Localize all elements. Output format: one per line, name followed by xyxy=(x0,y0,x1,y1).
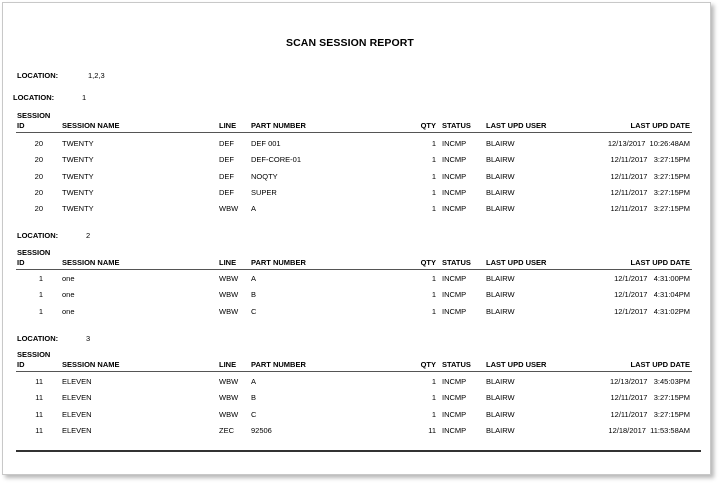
location-label: LOCATION: xyxy=(13,93,55,102)
location-value: 2 xyxy=(86,231,91,240)
cell-session-id: 20 xyxy=(34,172,43,181)
cell-part-number: C xyxy=(251,410,257,419)
cell-part-number: SUPER xyxy=(251,188,277,197)
cell-part-number: A xyxy=(251,204,257,213)
cell-qty: 1 xyxy=(431,393,436,402)
cell-last-upd-date: 12/13/2017 3:45:03PM xyxy=(609,377,690,386)
cell-last-upd-user: BLAIRW xyxy=(486,139,515,148)
cell-line: DEF xyxy=(219,172,234,181)
cell-session-id: 20 xyxy=(34,155,43,164)
cell-line: WBW xyxy=(219,307,239,316)
report-bottom-rule xyxy=(16,450,701,452)
cell-status: INCMP xyxy=(442,274,467,283)
cell-status: INCMP xyxy=(442,204,467,213)
cell-session-name: ELEVEN xyxy=(62,377,92,386)
column-header-session-id-bottom: ID xyxy=(17,258,25,267)
cell-qty: 1 xyxy=(431,307,436,316)
column-header-session-id-bottom: ID xyxy=(17,360,25,369)
cell-part-number: B xyxy=(251,290,257,299)
cell-line: WBW xyxy=(219,204,239,213)
cell-session-name: one xyxy=(62,274,75,283)
cell-line: ZEC xyxy=(219,426,234,435)
cell-qty: 1 xyxy=(431,377,436,386)
cell-line: WBW xyxy=(219,377,239,386)
cell-status: INCMP xyxy=(442,426,467,435)
column-header-session-id-top: SESSION xyxy=(17,111,51,120)
cell-last-upd-date: 12/11/2017 3:27:15PM xyxy=(610,410,690,419)
cell-last-upd-user: BLAIRW xyxy=(486,426,515,435)
cell-part-number: B xyxy=(251,393,257,402)
column-header-qty: QTY xyxy=(420,360,436,369)
cell-part-number: A xyxy=(251,274,257,283)
cell-session-id: 1 xyxy=(38,274,43,283)
cell-session-id: 20 xyxy=(34,188,43,197)
cell-line: WBW xyxy=(219,410,239,419)
column-header-qty: QTY xyxy=(420,258,436,267)
cell-part-number: NOQTY xyxy=(251,172,278,181)
column-header-session-id-bottom: ID xyxy=(17,121,25,130)
cell-qty: 1 xyxy=(431,274,436,283)
cell-session-id: 11 xyxy=(35,410,43,419)
column-header-status: STATUS xyxy=(442,121,471,130)
cell-session-id: 20 xyxy=(34,204,43,213)
cell-session-name: TWENTY xyxy=(62,188,94,197)
cell-last-upd-user: BLAIRW xyxy=(486,204,515,213)
cell-qty: 11 xyxy=(428,426,436,435)
column-header-session-name: SESSION NAME xyxy=(62,121,120,130)
column-header-last-upd-user: LAST UPD USER xyxy=(486,121,547,130)
column-header-status: STATUS xyxy=(442,360,471,369)
column-header-last-upd-user: LAST UPD USER xyxy=(486,360,547,369)
cell-session-id: 1 xyxy=(38,290,43,299)
column-header-session-name: SESSION NAME xyxy=(62,360,120,369)
cell-last-upd-date: 12/11/2017 3:27:15PM xyxy=(610,188,690,197)
cell-qty: 1 xyxy=(431,155,436,164)
cell-session-id: 20 xyxy=(34,139,43,148)
column-header-line: LINE xyxy=(219,121,237,130)
cell-line: WBW xyxy=(219,274,239,283)
cell-qty: 1 xyxy=(431,172,436,181)
column-header-session-id-top: SESSION xyxy=(17,350,51,359)
cell-last-upd-date: 12/11/2017 3:27:15PM xyxy=(610,172,690,181)
cell-qty: 1 xyxy=(431,204,436,213)
cell-session-name: ELEVEN xyxy=(62,410,92,419)
cell-session-id: 11 xyxy=(35,377,43,386)
cell-last-upd-user: BLAIRW xyxy=(486,290,515,299)
cell-last-upd-user: BLAIRW xyxy=(486,410,515,419)
cell-part-number: A xyxy=(251,377,257,386)
cell-last-upd-date: 12/13/2017 10:26:48AM xyxy=(607,139,690,148)
cell-last-upd-user: BLAIRW xyxy=(486,393,515,402)
column-header-part-number: PART NUMBER xyxy=(251,360,306,369)
cell-part-number: 92506 xyxy=(251,426,272,435)
cell-session-name: TWENTY xyxy=(62,204,94,213)
cell-last-upd-user: BLAIRW xyxy=(486,188,515,197)
column-header-status: STATUS xyxy=(442,258,471,267)
cell-line: DEF xyxy=(219,188,234,197)
column-header-session-id-top: SESSION xyxy=(17,248,51,257)
cell-session-id: 11 xyxy=(35,426,43,435)
cell-part-number: DEF-CORE-01 xyxy=(251,155,302,164)
cell-last-upd-user: BLAIRW xyxy=(486,307,515,316)
cell-line: DEF xyxy=(219,139,234,148)
column-header-last-upd-date: LAST UPD DATE xyxy=(630,121,690,130)
cell-status: INCMP xyxy=(442,290,467,299)
cell-status: INCMP xyxy=(442,139,467,148)
cell-status: INCMP xyxy=(442,188,467,197)
cell-part-number: C xyxy=(251,307,257,316)
cell-part-number: DEF 001 xyxy=(251,139,281,148)
cell-session-name: one xyxy=(62,290,75,299)
cell-status: INCMP xyxy=(442,377,467,386)
column-header-line: LINE xyxy=(219,258,237,267)
cell-last-upd-user: BLAIRW xyxy=(486,155,515,164)
location-filter-value: 1,2,3 xyxy=(88,71,105,80)
cell-last-upd-user: BLAIRW xyxy=(486,274,515,283)
cell-last-upd-date: 12/11/2017 3:27:15PM xyxy=(610,204,690,213)
report-title: SCAN SESSION REPORT xyxy=(286,37,414,49)
cell-last-upd-user: BLAIRW xyxy=(486,377,515,386)
cell-qty: 1 xyxy=(431,410,436,419)
cell-last-upd-date: 12/1/2017 4:31:04PM xyxy=(614,290,690,299)
header-rule xyxy=(16,269,692,270)
cell-session-name: TWENTY xyxy=(62,139,94,148)
column-header-last-upd-user: LAST UPD USER xyxy=(486,258,547,267)
cell-session-name: TWENTY xyxy=(62,155,94,164)
header-rule xyxy=(16,132,692,133)
location-label: LOCATION: xyxy=(17,334,59,343)
cell-last-upd-date: 12/1/2017 4:31:02PM xyxy=(614,307,690,316)
column-header-part-number: PART NUMBER xyxy=(251,121,306,130)
cell-last-upd-date: 12/11/2017 3:27:15PM xyxy=(610,393,690,402)
column-header-last-upd-date: LAST UPD DATE xyxy=(630,360,690,369)
location-value: 1 xyxy=(82,93,87,102)
cell-status: INCMP xyxy=(442,172,467,181)
cell-line: WBW xyxy=(219,290,239,299)
cell-qty: 1 xyxy=(431,290,436,299)
cell-last-upd-date: 12/18/2017 11:53:58AM xyxy=(608,426,690,435)
location-filter-label: LOCATION: xyxy=(17,71,59,80)
cell-last-upd-date: 12/1/2017 4:31:00PM xyxy=(614,274,690,283)
cell-last-upd-user: BLAIRW xyxy=(486,172,515,181)
cell-qty: 1 xyxy=(431,139,436,148)
cell-status: INCMP xyxy=(442,307,467,316)
column-header-session-name: SESSION NAME xyxy=(62,258,120,267)
column-header-qty: QTY xyxy=(420,121,436,130)
column-header-last-upd-date: LAST UPD DATE xyxy=(630,258,690,267)
location-label: LOCATION: xyxy=(17,231,59,240)
cell-session-name: ELEVEN xyxy=(62,426,92,435)
cell-status: INCMP xyxy=(442,410,467,419)
cell-session-id: 1 xyxy=(38,307,43,316)
cell-status: INCMP xyxy=(442,393,467,402)
header-rule xyxy=(16,371,692,372)
cell-session-id: 11 xyxy=(35,393,43,402)
location-value: 3 xyxy=(86,334,91,343)
cell-session-name: ELEVEN xyxy=(62,393,92,402)
cell-session-name: one xyxy=(62,307,75,316)
cell-session-name: TWENTY xyxy=(62,172,94,181)
column-header-part-number: PART NUMBER xyxy=(251,258,306,267)
cell-line: WBW xyxy=(219,393,239,402)
column-header-line: LINE xyxy=(219,360,237,369)
cell-line: DEF xyxy=(219,155,234,164)
cell-qty: 1 xyxy=(431,188,436,197)
cell-last-upd-date: 12/11/2017 3:27:15PM xyxy=(610,155,690,164)
cell-status: INCMP xyxy=(442,155,467,164)
report-page xyxy=(2,2,711,475)
